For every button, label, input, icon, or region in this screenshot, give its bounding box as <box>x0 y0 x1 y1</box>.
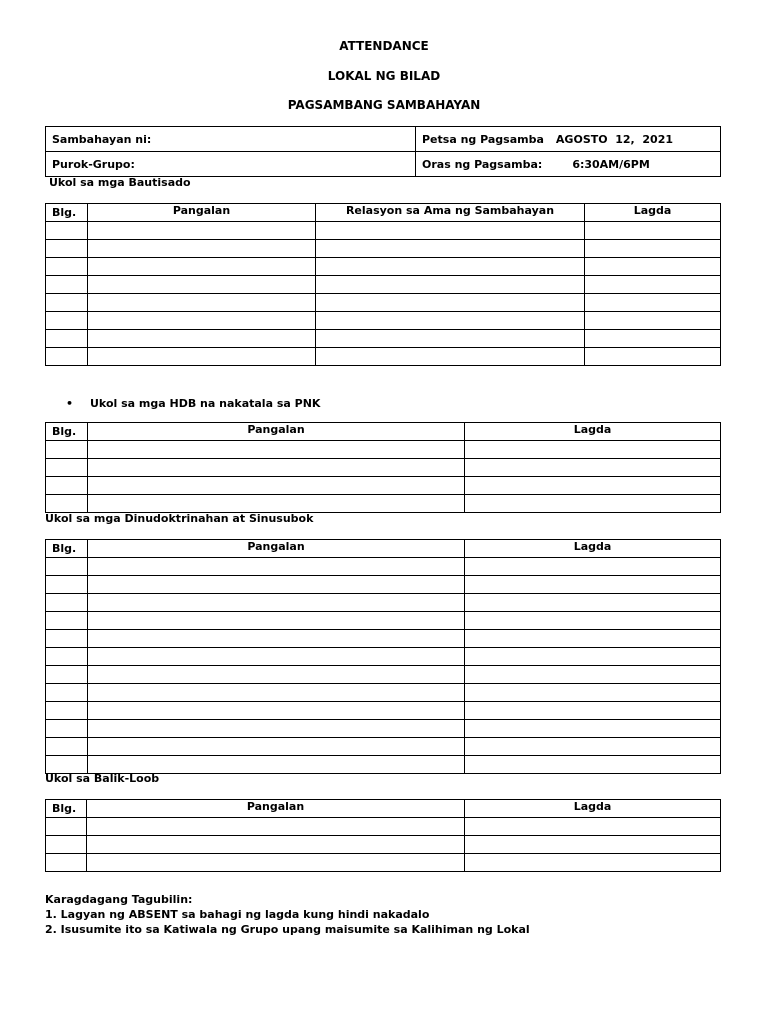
column-header: Blg. <box>46 800 87 818</box>
table-cell[interactable] <box>88 276 316 294</box>
table-row <box>46 558 721 576</box>
table-cell[interactable] <box>88 666 465 684</box>
column-header: Lagda <box>585 204 721 222</box>
table-cell[interactable] <box>465 648 721 666</box>
table-cell[interactable] <box>88 459 465 477</box>
table-cell[interactable] <box>465 836 721 854</box>
table-cell[interactable] <box>87 818 465 836</box>
table-cell[interactable] <box>46 756 88 774</box>
table-cell[interactable] <box>46 441 88 459</box>
table-cell[interactable] <box>88 558 465 576</box>
table-cell[interactable] <box>88 441 465 459</box>
table-row <box>46 630 721 648</box>
oras-label: Oras ng Pagsamba: <box>422 157 543 171</box>
hdb-table <box>45 422 721 513</box>
table-row <box>46 702 721 720</box>
table-cell[interactable] <box>585 330 721 348</box>
note-item: 1. Lagyan ng ABSENT sa bahagi ng lagda kung hindi nakadalo <box>45 908 430 921</box>
table-cell[interactable] <box>88 738 465 756</box>
household-info-table <box>45 126 721 177</box>
table-row <box>46 648 721 666</box>
table-row <box>46 294 721 312</box>
table-cell[interactable] <box>88 702 465 720</box>
table-cell[interactable] <box>88 594 465 612</box>
table-cell[interactable] <box>88 612 465 630</box>
table-cell[interactable] <box>46 702 88 720</box>
table-cell[interactable] <box>316 258 585 276</box>
table-cell[interactable] <box>465 666 721 684</box>
table-cell[interactable] <box>465 630 721 648</box>
table-cell[interactable] <box>88 684 465 702</box>
balikloob-table <box>45 799 721 872</box>
table-row <box>46 612 721 630</box>
table-cell[interactable] <box>316 222 585 240</box>
table-row <box>46 576 721 594</box>
table-cell[interactable] <box>465 495 721 513</box>
table-row <box>46 836 721 854</box>
table-cell[interactable] <box>46 312 88 330</box>
table-cell[interactable] <box>465 684 721 702</box>
sambahayan-field[interactable] <box>46 127 416 152</box>
document-title: ATTENDANCE <box>339 39 429 53</box>
section-label-balikloob: Ukol sa Balik-Loob <box>45 772 160 785</box>
table-cell[interactable] <box>88 312 316 330</box>
column-header: Pangalan <box>87 800 465 818</box>
notes-heading: Karagdagang Tagubilin: <box>45 893 193 906</box>
table-cell[interactable] <box>88 630 465 648</box>
column-header: Lagda <box>465 540 721 558</box>
table-cell[interactable] <box>46 558 88 576</box>
table-row <box>46 477 721 495</box>
table-cell[interactable] <box>465 818 721 836</box>
table-row <box>46 240 721 258</box>
column-header: Lagda <box>465 800 721 818</box>
dinudoktrinahan-table <box>45 539 721 774</box>
table-cell[interactable] <box>88 330 316 348</box>
table-cell[interactable] <box>465 720 721 738</box>
column-header: Blg. <box>46 423 88 441</box>
table-cell[interactable] <box>585 294 721 312</box>
table-cell[interactable] <box>46 630 88 648</box>
table-cell[interactable] <box>465 756 721 774</box>
document-subtitle: PAGSAMBANG SAMBAHAYAN <box>287 98 481 112</box>
oras-value: 6:30AM/6PM <box>572 157 650 171</box>
bullet-icon: • <box>66 397 74 410</box>
column-header: Pangalan <box>88 204 316 222</box>
column-header: Relasyon sa Ama ng Sambahayan <box>316 204 585 222</box>
table-row <box>46 666 721 684</box>
table-cell[interactable] <box>465 477 721 495</box>
oras-field[interactable] <box>416 152 721 177</box>
table-cell[interactable] <box>585 348 721 366</box>
table-cell[interactable] <box>46 836 87 854</box>
table-cell[interactable] <box>46 738 88 756</box>
table-cell[interactable] <box>87 854 465 872</box>
table-row <box>46 441 721 459</box>
table-cell[interactable] <box>88 240 316 258</box>
table-row <box>46 818 721 836</box>
table-cell[interactable] <box>465 702 721 720</box>
table-row <box>46 348 721 366</box>
table-cell[interactable] <box>316 312 585 330</box>
notes-block <box>45 892 530 937</box>
table-row <box>46 459 721 477</box>
purok-field[interactable] <box>46 152 416 177</box>
table-cell[interactable] <box>46 477 88 495</box>
table-cell[interactable] <box>585 312 721 330</box>
table-cell[interactable] <box>46 222 88 240</box>
table-row <box>46 720 721 738</box>
table-cell[interactable] <box>87 836 465 854</box>
petsa-field[interactable] <box>416 127 721 152</box>
table-row <box>46 756 721 774</box>
table-cell[interactable] <box>585 258 721 276</box>
table-cell[interactable] <box>46 720 88 738</box>
column-header: Blg. <box>46 204 88 222</box>
table-cell[interactable] <box>316 294 585 312</box>
table-cell[interactable] <box>465 558 721 576</box>
table-row <box>46 222 721 240</box>
table-cell[interactable] <box>316 276 585 294</box>
table-cell[interactable] <box>46 276 88 294</box>
table-cell[interactable] <box>46 348 88 366</box>
section-label-hdb: Ukol sa mga HDB na nakatala sa PNK <box>90 397 321 410</box>
note-item: 2. Isusumite ito sa Katiwala ng Grupo upang maisumite sa Kalihiman ng Lokal <box>45 923 530 936</box>
table-row <box>46 738 721 756</box>
table-cell[interactable] <box>46 648 88 666</box>
table-cell[interactable] <box>46 495 88 513</box>
table-cell[interactable] <box>88 648 465 666</box>
table-cell[interactable] <box>46 854 87 872</box>
column-header: Pangalan <box>88 423 465 441</box>
petsa-value: AGOSTO 12, 2021 <box>555 132 674 146</box>
column-header: Lagda <box>465 423 721 441</box>
table-cell[interactable] <box>88 495 465 513</box>
table-cell[interactable] <box>316 240 585 258</box>
table-cell[interactable] <box>585 222 721 240</box>
table-cell[interactable] <box>465 854 721 872</box>
table-cell[interactable] <box>88 348 316 366</box>
table-cell[interactable] <box>88 477 465 495</box>
sambahayan-label: Sambahayan ni: <box>52 132 152 146</box>
table-cell[interactable] <box>88 576 465 594</box>
table-cell[interactable] <box>465 594 721 612</box>
table-cell[interactable] <box>46 594 88 612</box>
table-cell[interactable] <box>46 666 88 684</box>
column-header: Pangalan <box>88 540 465 558</box>
table-cell[interactable] <box>465 612 721 630</box>
table-row <box>46 330 721 348</box>
lokal-title: LOKAL NG BILAD <box>327 69 441 83</box>
bautisado-table <box>45 203 721 366</box>
table-cell[interactable] <box>46 258 88 276</box>
table-row <box>46 258 721 276</box>
table-cell[interactable] <box>465 738 721 756</box>
table-cell[interactable] <box>46 330 88 348</box>
table-cell[interactable] <box>46 684 88 702</box>
table-cell[interactable] <box>46 240 88 258</box>
table-cell[interactable] <box>88 720 465 738</box>
table-row <box>46 684 721 702</box>
table-cell[interactable] <box>465 576 721 594</box>
table-cell[interactable] <box>585 276 721 294</box>
table-cell[interactable] <box>46 294 88 312</box>
table-cell[interactable] <box>46 459 88 477</box>
table-cell[interactable] <box>88 294 316 312</box>
table-cell[interactable] <box>465 459 721 477</box>
column-header: Blg. <box>46 540 88 558</box>
table-row <box>46 312 721 330</box>
table-row <box>46 594 721 612</box>
table-cell[interactable] <box>585 240 721 258</box>
petsa-label: Petsa ng Pagsamba <box>422 132 544 146</box>
purok-label: Purok-Grupo: <box>52 157 135 171</box>
table-row <box>46 495 721 513</box>
table-cell[interactable] <box>46 818 87 836</box>
table-cell[interactable] <box>46 612 88 630</box>
section-label-dinudoktrinahan: Ukol sa mga Dinudoktrinahan at Sinusubok <box>45 512 314 525</box>
table-cell[interactable] <box>88 222 316 240</box>
table-row <box>46 854 721 872</box>
table-cell[interactable] <box>465 441 721 459</box>
section-label-bautisado: Ukol sa mga Bautisado <box>49 176 191 189</box>
table-row <box>46 276 721 294</box>
table-cell[interactable] <box>88 258 316 276</box>
table-cell[interactable] <box>88 756 465 774</box>
table-cell[interactable] <box>316 348 585 366</box>
table-cell[interactable] <box>46 576 88 594</box>
table-cell[interactable] <box>316 330 585 348</box>
